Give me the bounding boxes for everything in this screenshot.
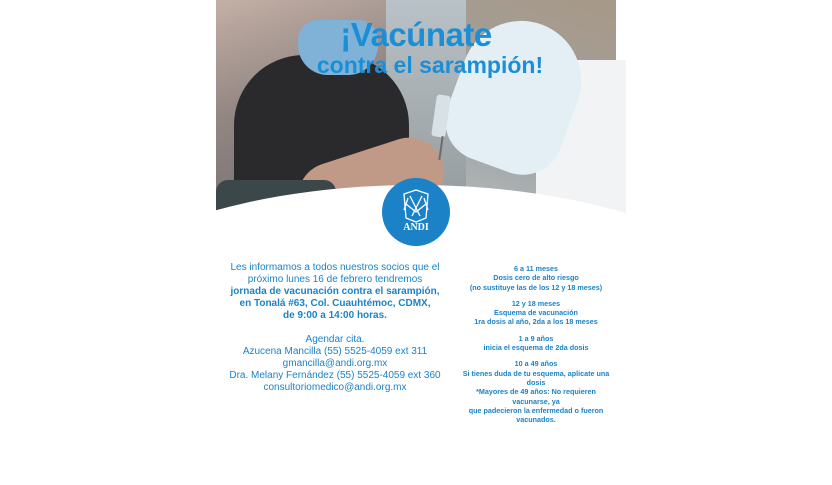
contact-email-2: consultoriomedico@andi.org.mx [263, 382, 407, 393]
appointment-label: Agendar cita. [305, 334, 365, 345]
event-line-1: jornada de vacunación contra el sarampión, [230, 286, 440, 297]
schedule-detail: Si tienes duda de tu esquema, aplicate una dosis [462, 368, 610, 387]
intro-line-1: Les informamos a todos nuestros socios que el [230, 262, 440, 273]
andi-emblem-icon [382, 178, 450, 246]
schedule-note: que padecieron la enfermedad o fueron [468, 405, 604, 415]
schedule-note: *Mayores de 49 años: No requieren vacunarse, ya [476, 387, 596, 406]
schedule-detail: (no sustituye las de los 12 y 18 meses) [469, 282, 603, 292]
schedule-note: vacunados. [516, 415, 556, 425]
schedule-age: 1 a 9 años [518, 333, 554, 343]
andi-logo-text: ANDI [403, 222, 429, 233]
schedule-age: 12 y 18 meses [511, 298, 561, 308]
schedule-age: 10 a 49 años [514, 359, 558, 369]
vaccination-flyer [216, 0, 616, 425]
andi-logo [382, 178, 450, 246]
vaccination-schedule [461, 264, 611, 424]
event-line-3: de 9:00 a 14:00 horas. [283, 310, 387, 321]
intro-line-2: próximo lunes 16 de febrero tendremos [247, 274, 423, 285]
contact-line-2: Dra. Melany Fernández (55) 5525-4059 ext 360 [229, 370, 441, 381]
announcement-text [216, 262, 454, 394]
schedule-detail: inicia el esquema de 2da dosis [483, 343, 589, 353]
headline-line-2: contra el sarampión! [316, 52, 544, 78]
schedule-detail: Dosis cero de alto riesgo [493, 273, 579, 283]
schedule-detail: Esquema de vacunación [494, 308, 578, 318]
schedule-detail: 1ra dosis al año, 2da a los 18 meses [474, 317, 598, 327]
contact-email-1: gmancilla@andi.org.mx [282, 358, 388, 369]
contact-line-1: Azucena Mancilla (55) 5525-4059 ext 311 [242, 346, 428, 357]
event-line-2: en Tonalá #63, Col. Cuauhtémoc, CDMX, [239, 298, 431, 309]
syringe-needle [438, 136, 443, 160]
headline-line-1: ¡Vacúnate [340, 16, 492, 53]
schedule-age: 6 a 11 meses [514, 264, 558, 273]
